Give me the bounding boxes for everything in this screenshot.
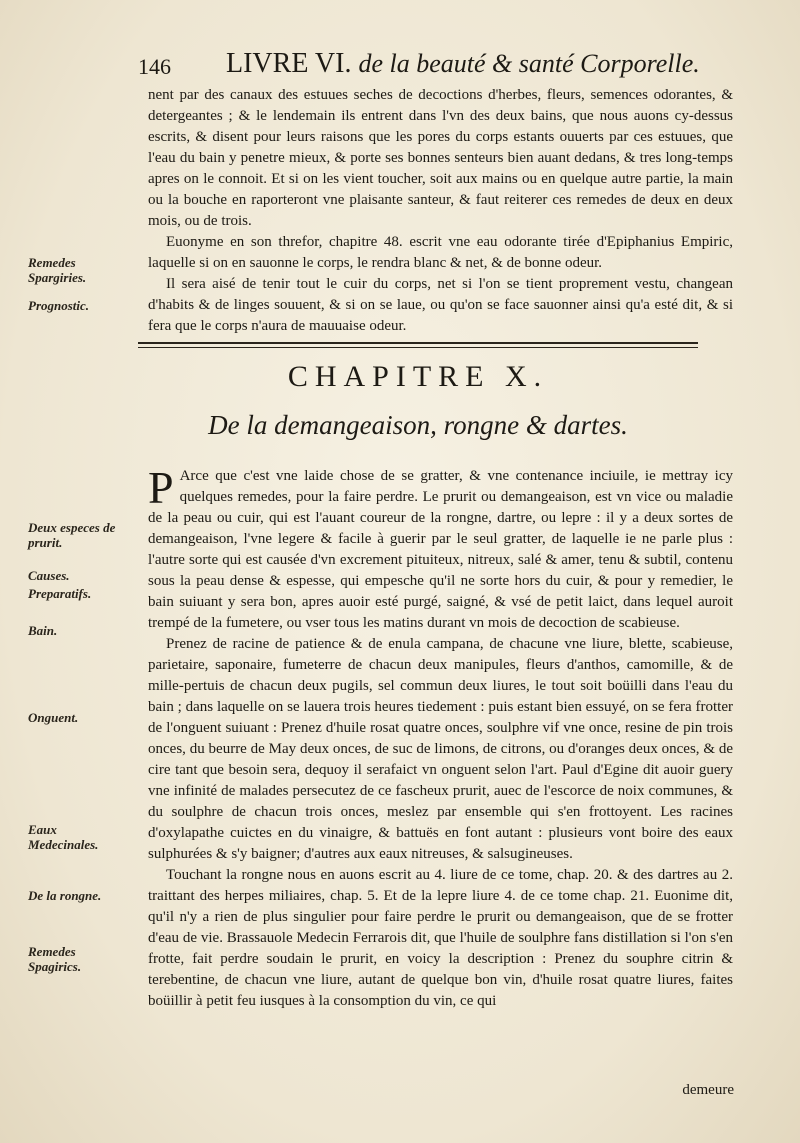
paragraph: [148, 462, 733, 634]
paragraph: Touchant la rongne nous en auons escrit au 4. liure de ce tome, chap. 20. & des dartres au 2. traittant des herpes miliaires, chap. 5. Et de la lepre liure 4. de ce tome chap. 21. Euonime dit, qu'il n'y a rien de plus singulier pour faire perdre le prurit ou demangeaison, que de se frotter d'eau de vie. Brassauole Medecin Ferrarois dit, que l'huile de soulphre fans distillation si l'on s'en frotte, fait perdre soudain le prurit, en voicy la description : Prenez du souphre citrin & terebentine, de chacun vne liure, autant de quelque bon vin, d'huile rosat quatre liures, faites boüillir à petit feu iusques à la consomption du vin, ce qui: [148, 867, 733, 1009]
running-head: [226, 48, 700, 80]
margin-note: De la rongne.: [28, 888, 102, 903]
page-number: 146: [138, 54, 171, 79]
running-head-subject: de la beauté & santé Corporelle.: [358, 49, 700, 78]
paragraph-text: Arce que c'est vne laide chose de se gratter, & vne contenance inciuile, ie mettray icy quelques remedes, pour la faire perdre. Le prurit ou demangeaison, est vn vice ou maladie de la peau ou cuir, qui est l'auant coureur de la rongne, dartre, ou lepre : il y a deux sortes de demangeaison, l'vne legere & facile à guerir par le seul gratter, de laquelle ie ne parle plus : l'autre sorte qui est causée d'vn excrement pituiteux, nitreux, salé & amer, tenu & subtil, contenu sous la peau dense & espesse, qui empesche qu'il ne sorte hors du cuir, & pour y remedier, le bain suiuant y sera bon, apres auoir esté purgé, saigné, & vsé de petit laict, dans lequel auroit trempé de la fumetere, ou vser tous les matins durant vn mois de decoction de scabieuse.: [148, 468, 733, 631]
chapter-title: CHAPITRE X.: [287, 360, 549, 393]
margin-note: Bain.: [28, 623, 58, 638]
paragraph: Il sera aisé de tenir tout le cuir du corps, net si l'on se tient proprement vestu, changean d'habits & de linges souuent, & si on se laue, ou qu'on se face sauonner ainsi qu'a esté dit, & si fera que le corps n'aura de mauuaise odeur.: [148, 276, 733, 334]
divider-rule: [138, 347, 698, 348]
margin-note: Prognostic.: [28, 298, 90, 313]
margin-note: Onguent.: [28, 710, 79, 725]
divider-rule: [138, 342, 698, 344]
drop-cap: P: [148, 462, 174, 513]
continued-text: [148, 85, 733, 337]
chapter-text: [148, 462, 733, 1012]
margin-note: Preparatifs.: [28, 586, 92, 601]
chapter-subtitle: De la demangeaison, rongne & dartes.: [208, 410, 628, 440]
margin-note: Remedes Spargiries.: [28, 255, 87, 285]
margin-note: Eaux Medecinales.: [28, 822, 99, 852]
running-head-book: LIVRE VI.: [226, 48, 352, 79]
margin-note: Deux especes de prurit.: [28, 520, 116, 550]
margin-note: Causes.: [28, 568, 70, 583]
paragraph: nent par des canaux des estuues seches de decoctions d'herbes, fleurs, semences odorantes, & detergeantes ; & le lendemain ils entrent dans l'vn des deux bains, que nous auons cy-dessus escrits, & disent pour leurs raisons que les pores du corps estants ouuerts par ces estuues, que l'eau du bain y penetre mieux, & porte ses bonnes senteurs bien auant dedans, & tres long-temps apres on le connoit. Et si on les vient toucher, soit aux mains ou en quelque autre partie, la main ou la bouche en raporteront vne plaisante santeur, & faut reiterer ces remedes de deux en deux mois, ou de trois.: [148, 87, 733, 229]
catchword: demeure: [682, 1082, 734, 1098]
paragraph: Prenez de racine de patience & de enula campana, de chacune vne liure, blette, scabieuse, parietaire, saponaire, fumeterre de chacun deux manipules, fleurs d'anthos, camomille, & de mille-pertuis de chacun deux pugils, sel commun deux liures, le tout soit boüilli dans l'eau du bain ; dans laquelle on se lauera trois heures tiedement : puis estant bien essuyé, on se fera frotter de l'onguent suiuant : Prenez d'huile rosat quatre onces, soulphre vif vne once, resine de pin trois onces, du beurre de May deux onces, de suc de limons, de citrons, ou d'oranges deux onces, & de cire tant que besoin sera, dequoy il serafaict vn onguent selon l'art. Paul d'Egine dit auoir guery vne infinité de malades persecutez de ce fascheux prurit, auec de l'escorce de noix communes, & du soulphre de chacun trois onces, meslez par ensemble qui s'en frottoyent. Les racines d'oxylapathe cuictes en du vinaigre, & battuës en font autant : plusieurs vont boire des eaux sulphurées & s'y baigner; d'autres aux eaux nitreuses, & salsugineuses.: [148, 636, 733, 862]
page-header: [138, 48, 698, 82]
margin-note: Remedes Spagirics.: [28, 944, 82, 974]
paragraph: Euonyme en son threfor, chapitre 48. escrit vne eau odorante tirée d'Epiphanius Empiric, laquelle si on en sauonne le corps, le rendra blanc & net, & de bonne odeur.: [148, 234, 733, 271]
